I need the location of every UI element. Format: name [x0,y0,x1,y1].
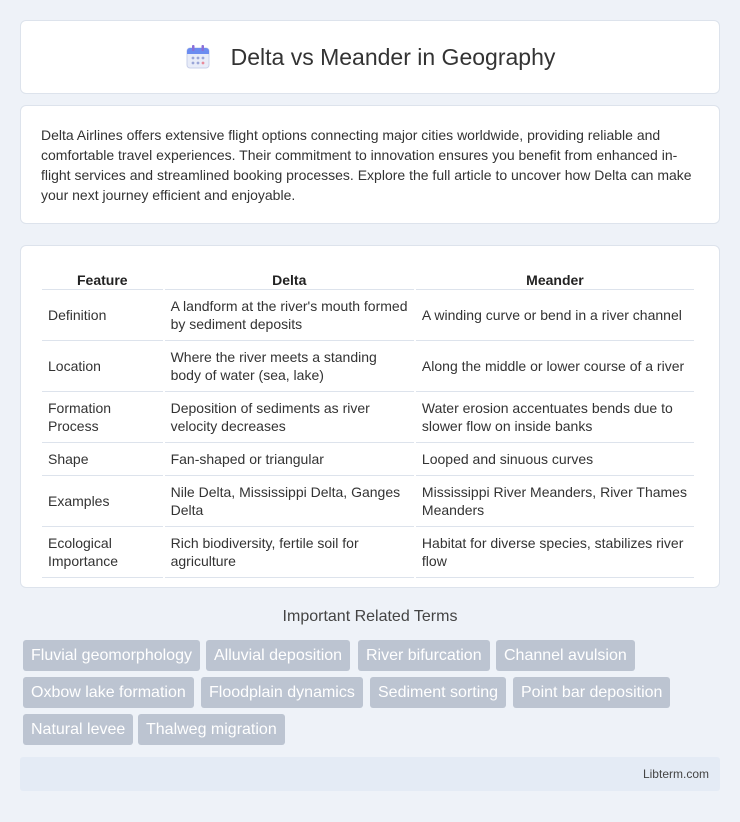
related-term-tag[interactable]: River bifurcation [358,640,490,671]
table-header-row [42,266,694,290]
meander-cell: Habitat for diverse species, stabilizes river flow [416,527,694,578]
feature-cell: Location [42,341,163,392]
intro-card [20,105,720,224]
page-title: Delta vs Meander in Geography [230,43,556,70]
related-term-tag[interactable]: Thalweg migration [138,714,285,745]
footer [20,757,720,791]
feature-cell: Formation Process [42,392,163,443]
table-row [42,290,694,341]
related-term-tag[interactable]: Alluvial deposition [206,640,350,671]
table-row [42,392,694,443]
meander-cell: Mississippi River Meanders, River Thames Meanders [416,476,694,527]
delta-cell: A landform at the river's mouth formed by sediment deposits [165,290,414,341]
table-row [42,341,694,392]
related-term-tag[interactable]: Natural levee [23,714,133,745]
column-header-feature: Feature [42,266,163,290]
intro-text: Delta Airlines offers extensive flight options connecting major cities worldwide, providing reliable and comfortable travel experiences. Their commitment to innovation ensures you benefit from enhanced in-flight services and streamlined booking processes. Explore the full article to uncover how Delta can make your next journey efficient and enjoyable. [41,127,692,203]
meander-cell: Looped and sinuous curves [416,443,694,476]
footer-site-link[interactable]: Libterm.com [642,767,709,781]
feature-cell: Definition [42,290,163,341]
related-terms-title: Important Related Terms [282,608,458,625]
comparison-table [40,266,696,578]
delta-cell: Nile Delta, Mississippi Delta, Ganges Delta [165,476,414,527]
comparison-card [20,245,720,588]
header-card [20,20,720,94]
meander-cell: Water erosion accentuates bends due to slower flow on inside banks [416,392,694,443]
delta-cell: Where the river meets a standing body of water (sea, lake) [165,341,414,392]
related-term-tag[interactable]: Channel avulsion [496,640,635,671]
feature-cell: Ecological Importance [42,527,163,578]
delta-cell: Deposition of sediments as river velocity decreases [165,392,414,443]
header [185,44,556,71]
delta-cell: Fan-shaped or triangular [165,443,414,476]
column-header-delta: Delta [165,266,414,290]
meander-cell: Along the middle or lower course of a river [416,341,694,392]
related-term-tag[interactable]: Fluvial geomorphology [23,640,200,671]
table-row [42,443,694,476]
related-term-tag[interactable]: Oxbow lake formation [23,677,194,708]
delta-cell: Rich biodiversity, fertile soil for agriculture [165,527,414,578]
column-header-meander: Meander [416,266,694,290]
related-term-tag[interactable]: Point bar deposition [513,677,670,708]
meander-cell: A winding curve or bend in a river channel [416,290,694,341]
related-term-tag[interactable]: Floodplain dynamics [201,677,363,708]
calendar-icon [185,44,211,70]
feature-cell: Examples [42,476,163,527]
related-term-tag[interactable]: Sediment sorting [370,677,506,708]
feature-cell: Shape [42,443,163,476]
table-row [42,527,694,578]
table-row [42,476,694,527]
